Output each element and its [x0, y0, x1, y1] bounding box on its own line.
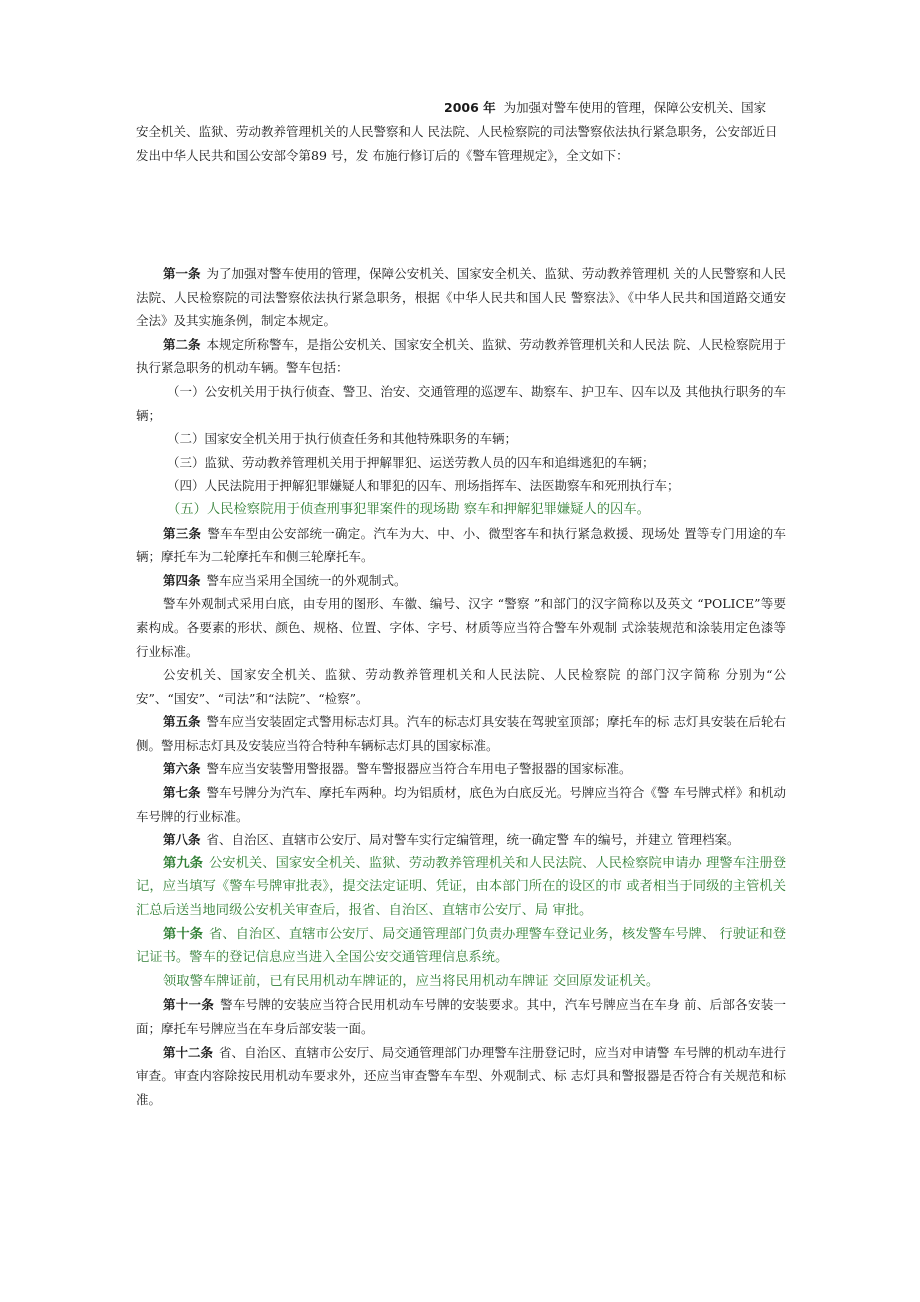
article-paragraph [136, 333, 786, 380]
list-item-text: （五）人民检察院用于侦查刑事犯罪案件的现场勘 察车和押解犯罪嫌疑人的囚车。 [167, 501, 650, 517]
article-paragraph [136, 828, 786, 852]
body-paragraph [136, 663, 786, 710]
article-label: 第一条 [163, 266, 201, 281]
paragraph-text: 警车外观制式采用白底，由专用的图形、车徽、编号、汉字 “警察 ”和部门的汉字简称以及英文 “POLICE”等要素构成。各要素的形状、颜色、规格、位置、字体、字号、材质等应当符合警车外观制 式涂装规范和涂装用定色漆等行业标准。 [136, 596, 786, 659]
article-text: 省、自治区、直辖市公安厅、局对警车实行定编管理，统一确定警 车的编号，并建立 管理档案。 [206, 832, 740, 848]
list-item [136, 380, 786, 427]
article-paragraph [136, 781, 786, 828]
article-label: 第八条 [163, 832, 201, 848]
list-item [136, 474, 786, 498]
article-paragraph-highlighted [136, 852, 786, 923]
intro-paragraph [136, 96, 786, 168]
article-label: 第十二条 [163, 1044, 214, 1060]
article-paragraph [136, 522, 786, 569]
paragraph-text: 公安机关、国家安全机关、监狱、劳动教养管理机关和人民法院、人民检察院 的部门汉字简称 分别为“公安”、“国安”、“司法”和“法院”、“检察”。 [136, 667, 786, 706]
body-paragraph-highlighted [136, 970, 786, 994]
list-item-text: （一）公安机关用于执行侦查、警卫、治安、交通管理的巡逻车、勘察车、护卫车、囚车以及 其他执行职务的车辆； [136, 383, 786, 423]
article-label: 第三条 [163, 525, 202, 541]
article-text: 警车应当安装固定式警用标志灯具。汽车的标志灯具安装在驾驶室顶部；摩托车的标 志灯具安装在后轮右侧。警用标志灯具及安装应当符合特种车辆标志灯具的国家标准。 [136, 714, 786, 753]
list-item [136, 427, 786, 451]
article-label: 第七条 [163, 785, 201, 801]
article-label: 第二条 [163, 336, 201, 352]
article-label: 第九条 [163, 855, 203, 871]
article-paragraph [136, 710, 786, 757]
article-label: 第五条 [163, 714, 201, 730]
intro-line1-text: 为加强对警车使用的管理，保障公安机关、国家 [503, 100, 767, 115]
article-text: 警车应当安装警用警报器。警车警报器应当符合车用电子警报器的国家标准。 [206, 761, 632, 777]
article-label: 第四条 [163, 572, 201, 588]
list-item-text: （三）监狱、劳动教养管理机关用于押解罪犯、运送劳教人员的囚车和追缉逃犯的车辆； [167, 454, 655, 470]
article-text: 本规定所称警车，是指公安机关、国家安全机关、监狱、劳动教养管理机关和人民法 院、人民检察院用于执行紧急职务的机动车辆。警车包括： [136, 336, 786, 376]
article-text: 省、自治区、直辖市公安厅、局交通管理部门负责办理警车登记业务，核发警车号牌、 行驶证和登记证书。警车的登记信息应当进入全国公安交通管理信息系统。 [136, 926, 786, 966]
article-label: 第十条 [163, 926, 203, 942]
article-text: 警车号牌分为汽车、摩托车两种。均为铝质材，底色为白底反光。号牌应当符合《警 车号牌式样》和机动车号牌的行业标准。 [136, 785, 786, 824]
article-paragraph [136, 569, 786, 593]
article-text: 警车应当采用全国统一的外观制式。 [206, 572, 407, 588]
regulation-body [136, 262, 786, 1111]
article-paragraph [136, 757, 786, 781]
article-paragraph [136, 262, 786, 333]
article-text: 省、自治区、直辖市公安厅、局交通管理部门办理警车注册登记时，应当对申请警 车号牌的机动车进行审查。审查内容除按民用机动车要求外，还应当审查警车车型、外观制式、标 志灯具和警报器是否符合有关规范和标准。 [136, 1044, 786, 1107]
paragraph-text: 领取警车牌证前，已有民用机动车牌证的，应当将民用机动车牌证 交回原发证机关。 [163, 973, 660, 989]
intro-rest-text: 安全机关、监狱、劳动教养管理机关的人民警察和人 民法院、人民检察院的司法警察依法执行紧急职务，公安部近日发出中华人民共和国公安部令第89 号，发 布施行修订后的《警车管理规定》，全文如下： [136, 124, 778, 163]
article-paragraph [136, 1041, 786, 1112]
article-paragraph [136, 993, 786, 1040]
intro-first-line [136, 96, 786, 120]
article-label: 第六条 [163, 761, 201, 777]
article-text: 警车车型由公安部统一确定。汽车为大、中、小、微型客车和执行紧急救援、现场处 置等专门用途的车辆；摩托车为二轮摩托车和侧三轮摩托车。 [136, 525, 786, 565]
intro-year: 2006 年 [444, 100, 496, 115]
body-paragraph [136, 592, 786, 663]
list-item [136, 451, 786, 475]
article-text: 为了加强对警车使用的管理，保障公安机关、国家安全机关、监狱、劳动教养管理机 关的人民警察和人民法院、人民检察院的司法警察依法执行紧急职务，根据《中华人民共和国人民 警察法》、《中华人民共和国道路交通安全法》及其实施条例，制定本规定。 [136, 266, 786, 329]
article-paragraph-highlighted [136, 923, 786, 970]
list-item-text: （四）人民法院用于押解犯罪嫌疑人和罪犯的囚车、刑场指挥车、法医勘察车和死刑执行车； [167, 478, 680, 494]
article-label: 第十一条 [163, 997, 215, 1013]
list-item-text: （二）国家安全机关用于执行侦查任务和其他特殊职务的车辆； [167, 431, 518, 447]
article-text: 公安机关、国家安全机关、监狱、劳动教养管理机关和人民法院、人民检察院申请办 理警车注册登记，应当填写《警车号牌审批表》，提交法定证明、凭证，由本部门所在的设区的市 或者相当于同级的主管机关汇总后送当地同级公安机关审查后，报省、自治区、直辖市公安厅、局 审批。 [136, 855, 786, 919]
list-item-highlighted [136, 498, 786, 522]
article-text: 警车号牌的安装应当符合民用机动车号牌的安装要求。其中，汽车号牌应当在车身 前、后部各安装一面；摩托车号牌应当在车身后部安装一面。 [136, 997, 786, 1036]
